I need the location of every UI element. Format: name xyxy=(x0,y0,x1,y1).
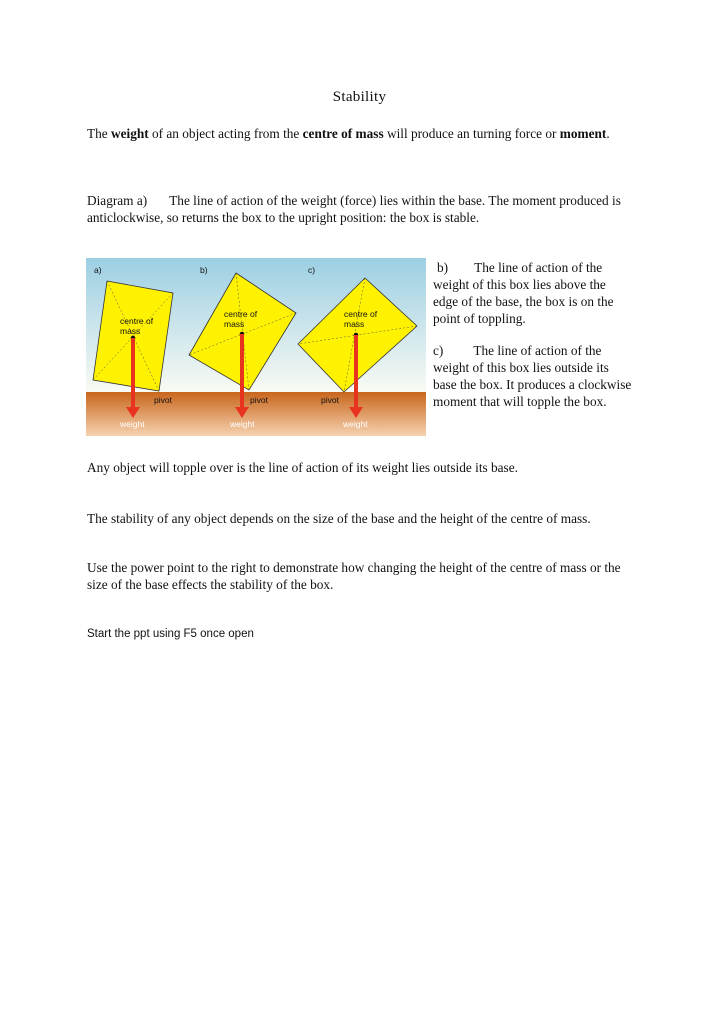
panel-label-c: c) xyxy=(308,265,316,275)
start-ppt-instruction: Start the ppt using F5 once open xyxy=(87,628,254,640)
panel-label-a: a) xyxy=(94,265,102,275)
stability-paragraph: The stability of any object depends on the size of the base and the height of the centre of mass. xyxy=(87,511,591,526)
intro-text-3: will produce an turning force or xyxy=(383,126,560,141)
intro-paragraph xyxy=(87,125,639,142)
box-b-centre-label-2: mass xyxy=(224,319,245,329)
diagram-c-paragraph xyxy=(433,342,633,410)
box-c-weight-label: weight xyxy=(343,419,368,429)
box-a-centre-label-1: centre of xyxy=(120,316,154,326)
box-c-weight-line xyxy=(354,335,358,408)
diagram-a-label: Diagram a) xyxy=(87,193,148,208)
diagram-b-description: The line of action of the weight of this box lies above the edge of the base, the box is on the point of toppling. xyxy=(433,260,614,326)
intro-bold-moment: moment xyxy=(559,126,607,141)
diagram-c-description: The line of action of the weight of this box lies outside its base the box. It produces a clockwise moment that will topple the box. xyxy=(433,343,632,409)
box-b-centre-label-1: centre of xyxy=(224,309,258,319)
box-a-centre-label-2: mass xyxy=(120,326,141,336)
box-b-pivot-label: pivot xyxy=(250,395,268,405)
diagram-a-description: The line of action of the weight (force) lies within the base. The moment produced is anticlockwise, so returns the box to the upright position: the box is stable. xyxy=(87,193,621,225)
intro-text-1: The xyxy=(87,126,111,141)
box-c-pivot-label: pivot xyxy=(321,395,339,405)
box-c-centre-label-1: centre of xyxy=(344,309,378,319)
box-b-weight-label: weight xyxy=(230,419,255,429)
box-c-centre-label-2: mass xyxy=(344,319,365,329)
stability-diagram xyxy=(86,258,426,436)
diagram-b-paragraph xyxy=(433,259,633,327)
intro-bold-centre-of-mass: centre of mass xyxy=(302,126,384,141)
box-a-weight-line xyxy=(131,338,135,408)
diagram-b-label: b) xyxy=(437,260,449,275)
intro-bold-weight: weight xyxy=(111,126,149,141)
page-title: Stability xyxy=(332,89,387,105)
diagram-a-paragraph xyxy=(87,192,639,226)
box-a-weight-label: weight xyxy=(120,419,145,429)
box-a-pivot-label: pivot xyxy=(154,395,172,405)
intro-text-2: of an object acting from the xyxy=(148,126,303,141)
box-b-weight-line xyxy=(240,334,244,408)
powerpoint-paragraph: Use the power point to the right to demonstrate how changing the height of the centre of mass or the size of the base effects the stability of the box. xyxy=(87,560,621,592)
intro-text-4: . xyxy=(606,126,610,141)
panel-label-b: b) xyxy=(200,265,208,275)
diagram-c-label: c) xyxy=(433,343,444,358)
topple-paragraph: Any object will topple over is the line of action of its weight lies outside its base. xyxy=(87,460,518,475)
